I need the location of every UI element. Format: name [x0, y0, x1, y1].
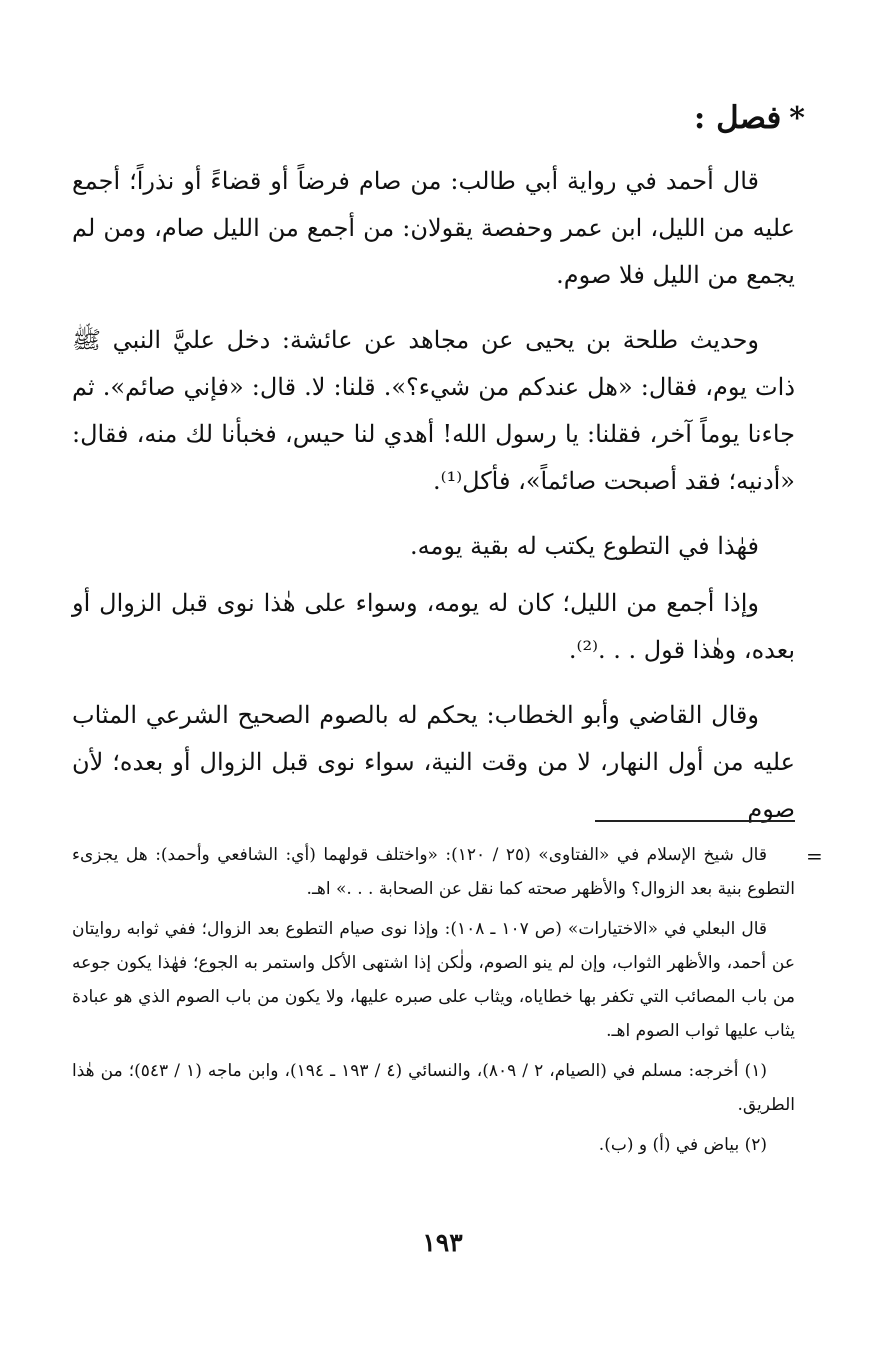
paragraph: فهٰذا في التطوع يكتب له بقية يومه. [410, 532, 759, 560]
paragraph: وحديث طلحة بن يحيى عن مجاهد عن عائشة: دخل عليَّ النبي ﷺ ذات يوم، فقال: «هل عندكم من شيء؟». قلنا: لا. قال: «فإني صائم». ثم جاءنا يوماً آخر، فقلنا: يا رسول الله! أهدي لنا حيس، فخبأنا لك منه، فقال: «أدنيه؛ فقد أصبحت صائماً»، فأكل⁽¹⁾. [72, 326, 795, 495]
page-number: ١٩٣ [422, 1228, 463, 1257]
footnotes [72, 838, 795, 1168]
section-title: فصل : [693, 100, 782, 136]
footnote-item: قال شيخ الإسلام في «الفتاوى» (٢٥ / ١٢٠): «واختلف قولهما (أي: الشافعي وأحمد): هل يجزىء التطوع بنية بعد الزوال؟ والأظهر صحته كما نقل عن الصحابة . . .» اهـ. [72, 845, 795, 899]
main-text [72, 158, 795, 851]
section-heading [694, 98, 805, 139]
footnote-item: (١) أخرجه: مسلم في (الصيام، ٢ / ٨٠٩)، والنسائي (٤ / ١٩٣ ـ ١٩٤)، وابن ماجه (١ / ٥٤٣)؛ من هٰذا الطريق. [72, 1061, 795, 1115]
footnote-item: قال البعلي في «الاختيارات» (ص ١٠٧ ـ ١٠٨): وإذا نوى صيام التطوع بعد الزوال؛ ففي ثوابه روايتان عن أحمد، والأظهر الثواب، وإن لم ينو الصوم، ولٰكن إذا اشتهى الأكل واستمر به الجوع؛ فهٰذا يكون جوعه من باب المصائب التي تكفر بها خطاياه، ويثاب على صبره عليها، ولا يكون من باب الصوم الذي هو عبادة يثاب عليها ثواب الصوم اهـ. [72, 919, 795, 1041]
section-star-marker: * [789, 101, 805, 136]
footnote-continuation-mark: = [806, 844, 823, 868]
footnote-item: (٢) بياض في (أ) و (ب). [598, 1135, 767, 1155]
paragraph: وإذا أجمع من الليل؛ كان له يومه، وسواء على هٰذا نوى قبل الزوال أو بعده، وهٰذا قول . . .⁽²⁾. [72, 589, 795, 664]
paragraph: قال أحمد في رواية أبي طالب: من صام فرضاً أو قضاءً أو نذراً؛ أجمع عليه من الليل، ابن عمر وحفصة يقولان: من أجمع من الليل صام، ومن لم يجمع من الليل فلا صوم. [72, 167, 795, 289]
footnote-separator [595, 820, 795, 822]
paragraph: وقال القاضي وأبو الخطاب: يحكم له بالصوم الصحيح الشرعي المثاب عليه من أول النهار، لا من وقت النية، سواء نوى قبل الزوال أو بعده؛ لأن صوم [72, 701, 795, 823]
